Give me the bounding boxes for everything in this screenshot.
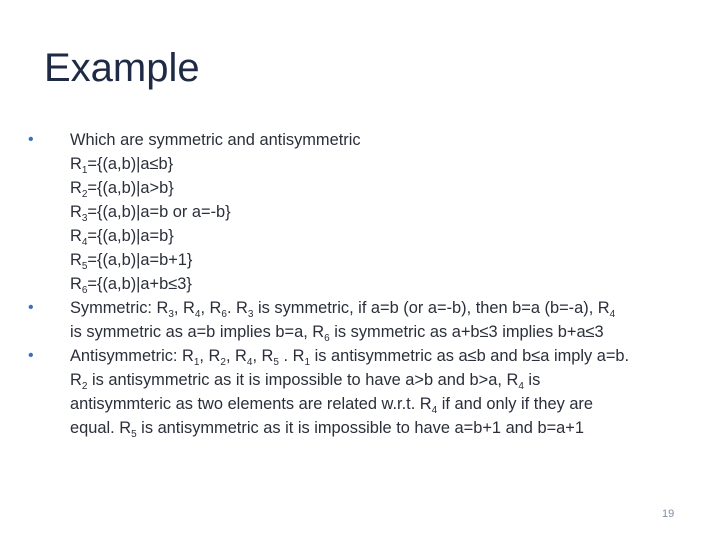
text-run: is symmetric, if a=b (or a=-b), then b=a (b=-a), R (253, 299, 610, 317)
subscript: 6 (221, 309, 227, 320)
text-run: is antisymmetric as it is impossible to have a=b+1 and b=a+1 (136, 419, 584, 437)
bullet-dot-icon: • (28, 299, 34, 316)
bullet-dot-icon: • (28, 347, 34, 364)
text-run: R (70, 275, 82, 293)
text-run: ={(a,b)|a+b≤3} (87, 275, 192, 293)
subscript: 4 (609, 309, 616, 320)
subscript: 6 (324, 333, 330, 344)
text-run: R (70, 227, 82, 245)
subscript: 4 (246, 357, 253, 368)
subscript: 4 (518, 381, 524, 392)
bullet-item (28, 344, 698, 440)
subscript: 2 (220, 357, 226, 368)
bullet-dot-icon: • (28, 131, 34, 148)
text-run: is antisymmetric as a≤b and b≤a imply a=b. (310, 347, 630, 365)
text-run: is symmetric as a+b≤3 implies b+a≤3 (329, 323, 604, 341)
text-run: Which are symmetric and antisymmetric (70, 131, 361, 149)
subscript: 2 (81, 381, 88, 392)
slide-body (28, 128, 698, 440)
text-run: ={(a,b)|a≤b} (87, 155, 174, 173)
subscript: 1 (193, 357, 200, 368)
slide-title: Example (44, 46, 200, 90)
subscript: 6 (81, 285, 88, 296)
bullet-item (28, 296, 698, 344)
bullet-line (70, 416, 698, 440)
text-run: Symmetric: R (70, 299, 169, 317)
text-run: is antisymmetric as it is impossible to have a>b and b>a, R (87, 371, 519, 389)
subscript: 3 (81, 213, 88, 224)
text-run: Antisymmetric: R (70, 347, 194, 365)
subscript: 4 (81, 237, 88, 248)
page-number: 19 (662, 508, 675, 520)
subscript: 3 (247, 309, 254, 320)
text-run: , R (200, 299, 222, 317)
text-run: , R (252, 347, 274, 365)
text-run: is (523, 371, 541, 389)
text-run: R (70, 203, 82, 221)
bullet-line (70, 392, 698, 416)
text-run: ={(a,b)|a=b} (87, 227, 174, 245)
text-run: equal. R (70, 419, 132, 437)
subscript: 2 (81, 189, 88, 200)
text-run: ={(a,b)|a>b} (87, 179, 174, 197)
text-run: R (70, 251, 82, 269)
bullet-line (70, 224, 698, 248)
bullet-line (70, 320, 698, 344)
bullet-line (70, 152, 698, 176)
text-run: . R (278, 347, 305, 365)
text-run: R (70, 155, 82, 173)
text-run: . R (226, 299, 248, 317)
text-run: if and only if they are (437, 395, 594, 413)
text-run: ={(a,b)|a=b+1} (87, 251, 193, 269)
subscript: 4 (194, 309, 201, 320)
text-run: is symmetric as a=b implies b=a, R (70, 323, 325, 341)
bullet-line (70, 200, 698, 224)
subscript: 1 (304, 357, 311, 368)
bullet-line (70, 272, 698, 296)
text-run: , R (173, 299, 195, 317)
text-run: ={(a,b)|a=b or a=-b} (87, 203, 231, 221)
subscript: 5 (273, 357, 279, 368)
bullet-line (70, 248, 698, 272)
subscript: 4 (431, 405, 438, 416)
bullet-line (70, 176, 698, 200)
text-run: R (70, 371, 82, 389)
bullet-line (70, 344, 698, 368)
text-run: , R (199, 347, 221, 365)
subscript: 1 (81, 165, 88, 176)
subscript: 5 (131, 429, 137, 440)
text-run: R (70, 179, 82, 197)
text-run: antisymmteric as two elements are related w.r.t. R (70, 395, 432, 413)
bullet-line (70, 128, 698, 152)
bullet-item (28, 128, 698, 296)
bullet-line (70, 368, 698, 392)
bullet-line (70, 296, 698, 320)
subscript: 3 (168, 309, 174, 320)
text-run: , R (225, 347, 247, 365)
subscript: 5 (81, 261, 88, 272)
